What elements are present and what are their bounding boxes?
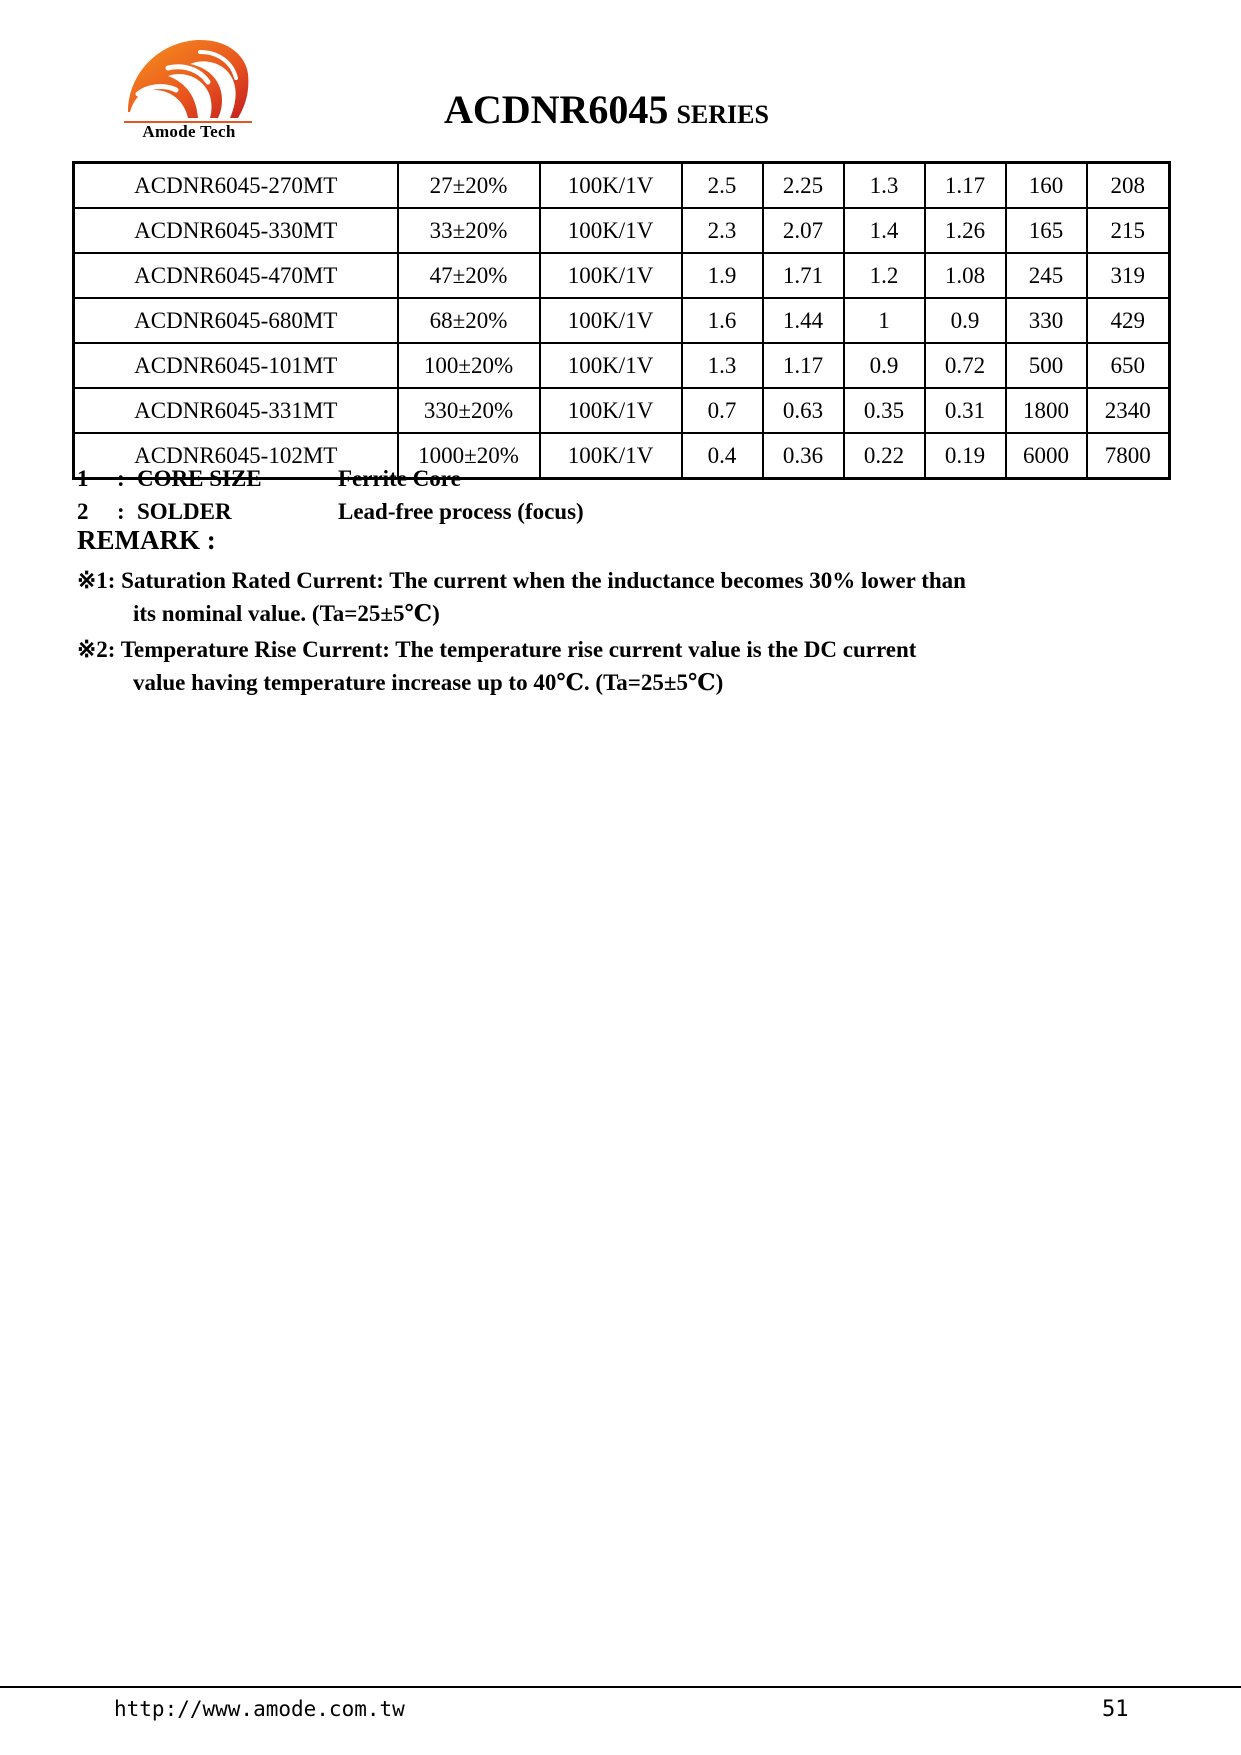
note-colon: :	[117, 498, 125, 524]
table-cell: 0.9	[844, 343, 925, 388]
table-cell: 47±20%	[398, 253, 540, 298]
table-cell: 2.5	[682, 163, 763, 209]
table-cell: 330	[1006, 298, 1087, 343]
remark-line: its nominal value. (Ta=25±5℃)	[133, 601, 440, 626]
part-number-cell: ACDNR6045-331MT	[74, 388, 398, 433]
table-cell: 0.31	[925, 388, 1006, 433]
table-row	[74, 163, 1170, 209]
part-number-cell: ACDNR6045-470MT	[74, 253, 398, 298]
table-cell: 0.4	[682, 433, 763, 479]
spec-table	[72, 161, 1171, 480]
part-number-cell: ACDNR6045-102MT	[74, 433, 398, 479]
table-cell: 1.17	[925, 163, 1006, 209]
table-cell: 330±20%	[398, 388, 540, 433]
page-number: 51	[1102, 1697, 1129, 1722]
notes-list	[77, 462, 584, 528]
remark-line: value having temperature increase up to 40℃. (Ta=25±5℃)	[133, 670, 724, 695]
table-cell: 1.3	[844, 163, 925, 209]
note-label: CORE SIZE	[137, 465, 262, 491]
page-title	[444, 86, 769, 133]
table-cell: 245	[1006, 253, 1087, 298]
part-number-cell: ACDNR6045-101MT	[74, 343, 398, 388]
note-colon: :	[117, 465, 125, 491]
table-cell: 650	[1087, 343, 1170, 388]
remark-item-1	[77, 568, 966, 627]
table-cell: 1.08	[925, 253, 1006, 298]
table-row	[74, 298, 1170, 343]
table-cell: 7800	[1087, 433, 1170, 479]
table-row	[74, 343, 1170, 388]
table-cell: 68±20%	[398, 298, 540, 343]
part-number-cell: ACDNR6045-270MT	[74, 163, 398, 209]
table-cell: 1800	[1006, 388, 1087, 433]
table-cell: 208	[1087, 163, 1170, 209]
table-row	[74, 253, 1170, 298]
table-cell: 100K/1V	[540, 388, 682, 433]
part-number-cell: ACDNR6045-680MT	[74, 298, 398, 343]
table-cell: 1.2	[844, 253, 925, 298]
note-number: 2	[77, 498, 89, 524]
remark-line: ※1: Saturation Rated Current: The current when the inductance becomes 30% lower than	[77, 568, 966, 593]
table-cell: 165	[1006, 208, 1087, 253]
table-cell: 100K/1V	[540, 298, 682, 343]
spec-table-body	[74, 163, 1170, 479]
note-solder	[77, 495, 584, 528]
table-cell: 1	[844, 298, 925, 343]
table-cell: 1000±20%	[398, 433, 540, 479]
table-cell: 215	[1087, 208, 1170, 253]
table-cell: 0.9	[925, 298, 1006, 343]
table-row	[74, 388, 1170, 433]
table-cell: 100K/1V	[540, 163, 682, 209]
table-row	[74, 208, 1170, 253]
table-cell: 0.72	[925, 343, 1006, 388]
table-cell: 2340	[1087, 388, 1170, 433]
note-value: Ferrite Core	[338, 465, 461, 491]
table-cell: 0.22	[844, 433, 925, 479]
remark-line: ※2: Temperature Rise Current: The temperature rise current value is the DC current	[77, 637, 917, 662]
footer-url[interactable]: http://www.amode.com.tw	[114, 1697, 405, 1721]
table-cell: 429	[1087, 298, 1170, 343]
note-core-size	[77, 462, 584, 495]
title-main: ACDNR6045	[444, 87, 669, 132]
table-cell: 1.4	[844, 208, 925, 253]
footer-divider	[0, 1686, 1241, 1688]
table-cell: 1.26	[925, 208, 1006, 253]
table-cell: 100K/1V	[540, 433, 682, 479]
company-logo	[118, 34, 258, 144]
table-cell: 100K/1V	[540, 343, 682, 388]
table-cell: 0.19	[925, 433, 1006, 479]
table-cell: 0.36	[763, 433, 844, 479]
table-cell: 1.17	[763, 343, 844, 388]
table-cell: 2.25	[763, 163, 844, 209]
table-cell: 0.63	[763, 388, 844, 433]
logo-flame-icon	[118, 34, 258, 126]
table-cell: 1.44	[763, 298, 844, 343]
title-series: SERIES	[676, 100, 769, 129]
table-cell: 319	[1087, 253, 1170, 298]
remark-heading: REMARK :	[77, 525, 216, 555]
table-cell: 27±20%	[398, 163, 540, 209]
table-cell: 2.3	[682, 208, 763, 253]
note-value: Lead-free process (focus)	[338, 498, 584, 524]
table-cell: 1.3	[682, 343, 763, 388]
table-cell: 2.07	[763, 208, 844, 253]
remark-item-2	[77, 637, 916, 696]
table-cell: 1.9	[682, 253, 763, 298]
part-number-cell: ACDNR6045-330MT	[74, 208, 398, 253]
table-cell: 160	[1006, 163, 1087, 209]
table-cell: 100K/1V	[540, 208, 682, 253]
note-number: 1	[77, 465, 89, 491]
table-cell: 6000	[1006, 433, 1087, 479]
note-label: SOLDER	[137, 498, 232, 524]
table-cell: 100±20%	[398, 343, 540, 388]
table-cell: 1.6	[682, 298, 763, 343]
table-cell: 0.7	[682, 388, 763, 433]
table-cell: 500	[1006, 343, 1087, 388]
logo-text: Amode Tech	[142, 122, 236, 141]
table-cell: 1.71	[763, 253, 844, 298]
table-cell: 33±20%	[398, 208, 540, 253]
table-cell: 0.35	[844, 388, 925, 433]
table-cell: 100K/1V	[540, 253, 682, 298]
